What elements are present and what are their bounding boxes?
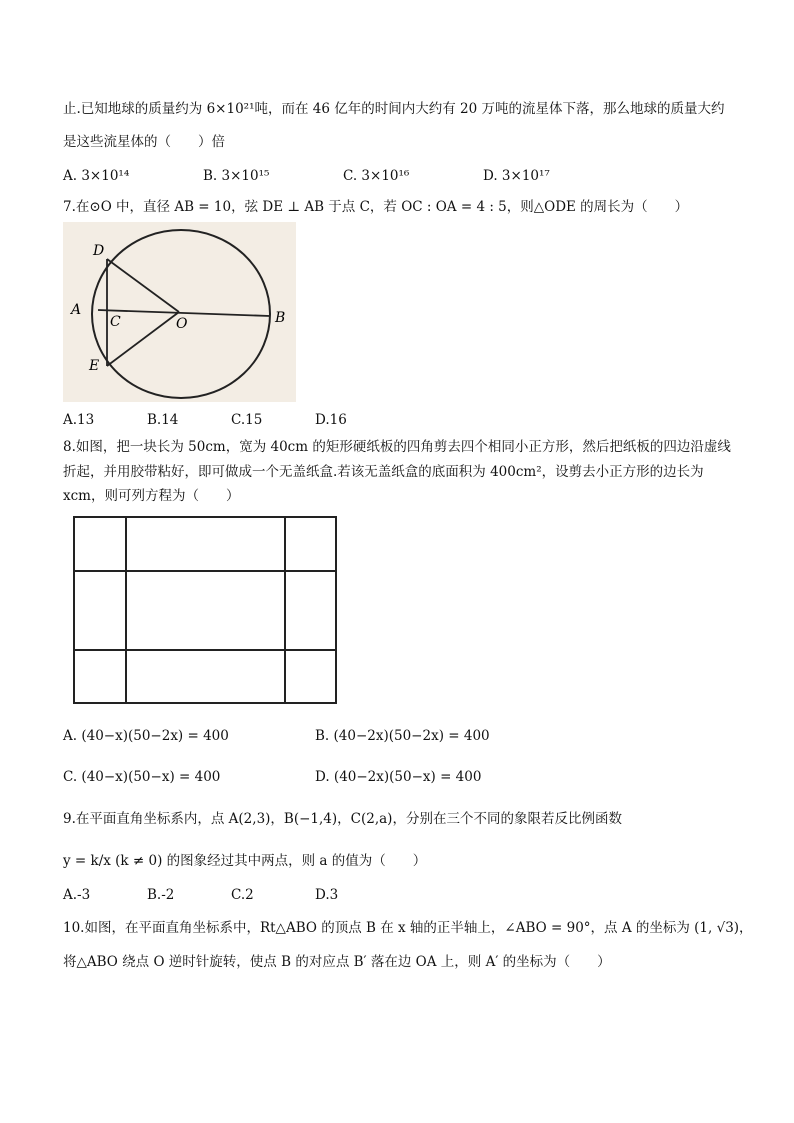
q7-option-d: D.16 [315, 412, 347, 428]
label-c: C [110, 314, 121, 330]
q9-stem-line1: 9.在平面直角坐标系内，点 A(2,3)，B(−1,4)，C(2,a)，分别在三个不同的象限若反比例函数 [63, 811, 622, 827]
q10-stem-line2: 将△ABO 绕点 O 逆时针旋转，使点 B 的对应点 B′ 落在边 OA 上，则 A′ 的坐标为（ ） [63, 954, 611, 970]
q6-stem-line1: 止.已知地球的质量约为 6×10²¹吨，而在 46 亿年的时间内大约有 20 万吨的流星体下落，那么地球的质量大约 [63, 101, 725, 117]
label-d: D [93, 243, 105, 259]
q7-stem: 7.在⊙O 中，直径 AB = 10，弦 DE ⊥ AB 于点 C，若 OC : OA = 4 : 5，则△ODE 的周长为（ ） [63, 199, 689, 215]
q10-stem-line1: 10.如图，在平面直角坐标系中，Rt△ABO 的顶点 B 在 x 轴的正半轴上，∠ABO = 90°，点 A 的坐标为 (1, √3)， [63, 920, 753, 936]
circle-diagram [63, 222, 296, 402]
q6-stem-line2: 是这些流星体的（ ）倍 [63, 134, 225, 150]
label-o: O [176, 316, 188, 332]
q6-option-c: C. 3×10¹⁶ [343, 168, 410, 184]
q8-option-a: A. (40−x)(50−2x) = 400 [63, 728, 229, 744]
q9-option-a: A.-3 [63, 887, 91, 903]
q8-stem-line2: 折起，并用胶带粘好，即可做成一个无盖纸盒.若该无盖纸盒的底面积为 400cm²，设剪去小正方形的边长为 [63, 464, 704, 480]
cardboard-diagram [70, 514, 340, 710]
q8-stem-line3: xcm，则可列方程为（ ） [63, 488, 240, 504]
q7-figure [63, 222, 296, 402]
label-a: A [71, 302, 82, 318]
q6-option-d: D. 3×10¹⁷ [483, 168, 550, 184]
q8-option-b: B. (40−2x)(50−2x) = 400 [315, 728, 490, 744]
q8-option-d: D. (40−2x)(50−x) = 400 [315, 769, 482, 785]
q9-option-b: B.-2 [147, 887, 175, 903]
q9-stem-line2: y = k/x (k ≠ 0) 的图象经过其中两点，则 a 的值为（ ） [63, 853, 427, 869]
q8-figure [70, 514, 340, 710]
q7-option-c: C.15 [231, 412, 263, 428]
q8-stem-line1: 8.如图，把一块长为 50cm，宽为 40cm 的矩形硬纸板的四角剪去四个相同小正方形，然后把纸板的四边沿虚线 [63, 439, 731, 455]
q6-option-b: B. 3×10¹⁵ [203, 168, 270, 184]
label-b: B [275, 310, 286, 326]
q7-option-a: A.13 [63, 412, 95, 428]
q8-option-c: C. (40−x)(50−x) = 400 [63, 769, 221, 785]
q6-option-a: A. 3×10¹⁴ [63, 168, 130, 184]
q9-option-c: C.2 [231, 887, 254, 903]
q7-option-b: B.14 [147, 412, 179, 428]
q9-option-d: D.3 [315, 887, 339, 903]
label-e: E [89, 358, 100, 374]
